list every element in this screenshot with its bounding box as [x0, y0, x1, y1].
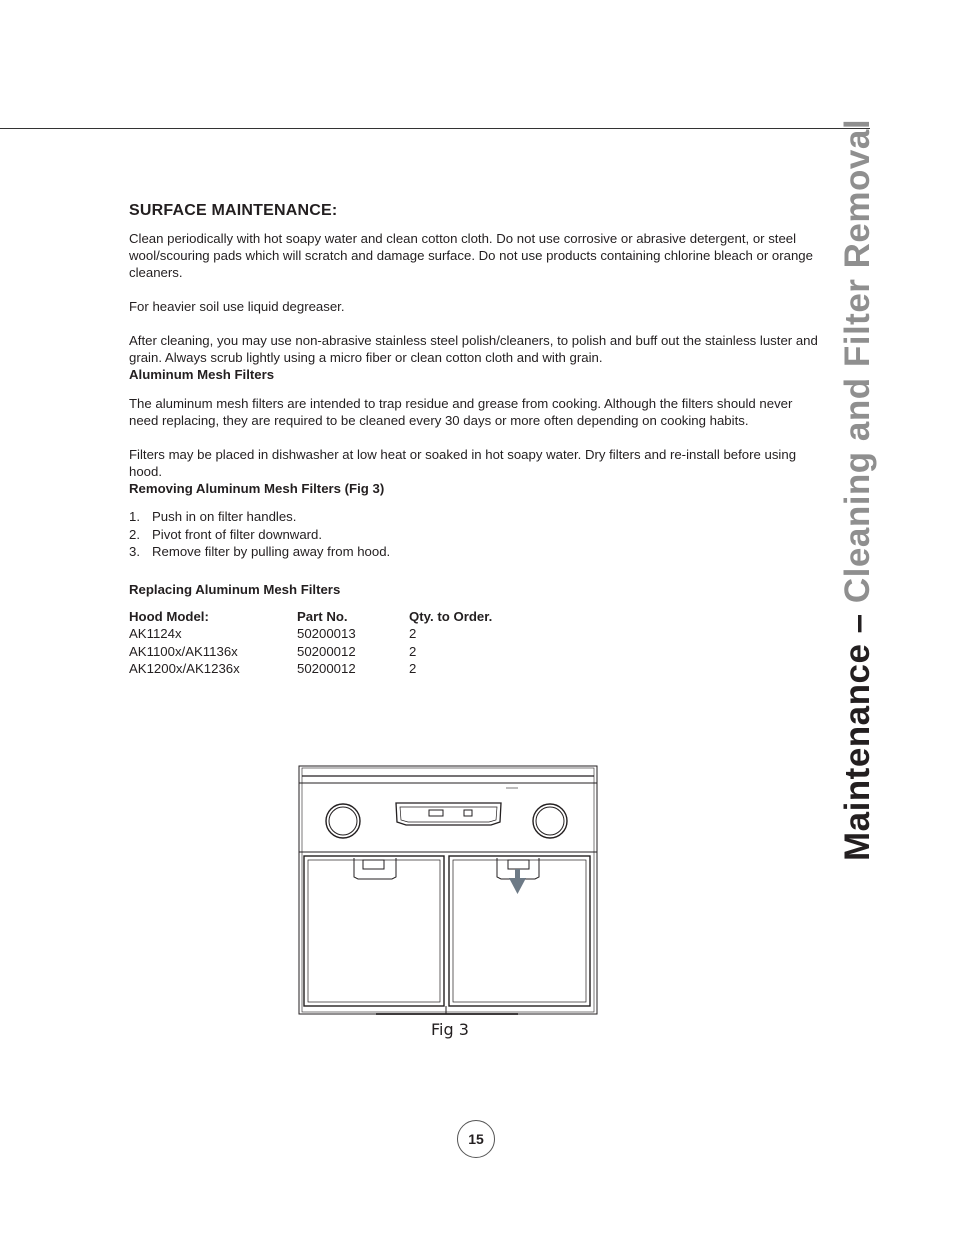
surface-paragraph-3: After cleaning, you may use non-abrasive stainless steel polish/cleaners, to polish and buff out the stainless luster and grain. Always scrub lightly using a micro fiber or clean cotton cloth and with grain.	[129, 333, 818, 365]
cell-qty: 2	[409, 643, 417, 659]
list-item	[129, 543, 819, 561]
down-arrow-icon	[509, 869, 526, 894]
step-text: Push in on filter handles.	[152, 509, 297, 524]
column-header-qty: Qty. to Order.	[409, 608, 493, 624]
cell-part-no: 50200013	[297, 626, 356, 641]
table-row	[129, 625, 529, 643]
step-number: 1.	[129, 509, 140, 524]
column-header-part-no: Part No.	[297, 608, 348, 624]
step-text: Remove filter by pulling away from hood.	[152, 544, 391, 559]
filters-paragraph-2: Filters may be placed in dishwasher at low heat or soaked in hot soapy water. Dry filters and re-install before using hood.	[129, 447, 797, 479]
cell-hood-model: AK1100x/AK1136x	[129, 643, 238, 659]
step-number: 3.	[129, 544, 140, 559]
side-title-text	[838, 119, 878, 861]
column-header-hood-model: Hood Model:	[129, 608, 209, 624]
figure-caption: Fig 3	[431, 1020, 469, 1039]
cell-part-no: 50200012	[297, 661, 356, 676]
cell-hood-model: AK1124x	[129, 626, 182, 641]
cell-hood-model: AK1200x/AK1236x	[129, 661, 240, 676]
left-control-knob	[326, 804, 360, 838]
surface-paragraph-2: For heavier soil use liquid degreaser.	[129, 299, 345, 314]
range-hood-illustration	[296, 763, 600, 1018]
removal-steps-list	[129, 508, 819, 561]
step-text: Pivot front of filter downward.	[152, 526, 323, 542]
cell-qty: 2	[409, 626, 417, 641]
parts-table	[129, 608, 529, 678]
removing-filters-heading: Removing Aluminum Mesh Filters (Fig 3)	[129, 481, 385, 496]
right-control-knob	[533, 804, 567, 838]
step-number: 2.	[129, 526, 140, 542]
side-title-main: Maintenance –	[838, 603, 877, 862]
cell-part-no: 50200012	[297, 643, 356, 659]
cell-qty: 2	[409, 661, 417, 676]
main-content	[129, 202, 819, 678]
left-mesh-filter	[304, 856, 444, 1006]
header-rule	[0, 128, 870, 129]
list-item	[129, 508, 819, 526]
table-row	[129, 643, 529, 661]
side-title-sub: Cleaning and Filter Removal	[838, 118, 877, 604]
range-hood-drawing	[296, 763, 600, 1018]
list-item	[129, 526, 819, 544]
aluminum-filters-heading: Aluminum Mesh Filters	[129, 367, 275, 382]
filters-paragraph-1: The aluminum mesh filters are intended to trap residue and grease from cooking. Although the filters should never need replacing, they are required to be cleaned every 30 days or more often depending on cooking habits.	[129, 396, 793, 428]
surface-paragraph-1: Clean periodically with hot soapy water and clean cotton cloth. Do not use corrosive or abrasive detergent, or steel wool/scouring pads which will scratch and damage surface. Do not use products containing chlorine bleach or orange cleaners.	[129, 231, 813, 280]
page-number: 15	[457, 1120, 495, 1158]
surface-maintenance-heading: SURFACE MAINTENANCE:	[129, 202, 338, 219]
replacing-filters-heading: Replacing Aluminum Mesh Filters	[129, 581, 341, 597]
table-row	[129, 660, 529, 678]
table-header-row	[129, 608, 529, 626]
control-panel	[396, 803, 501, 825]
